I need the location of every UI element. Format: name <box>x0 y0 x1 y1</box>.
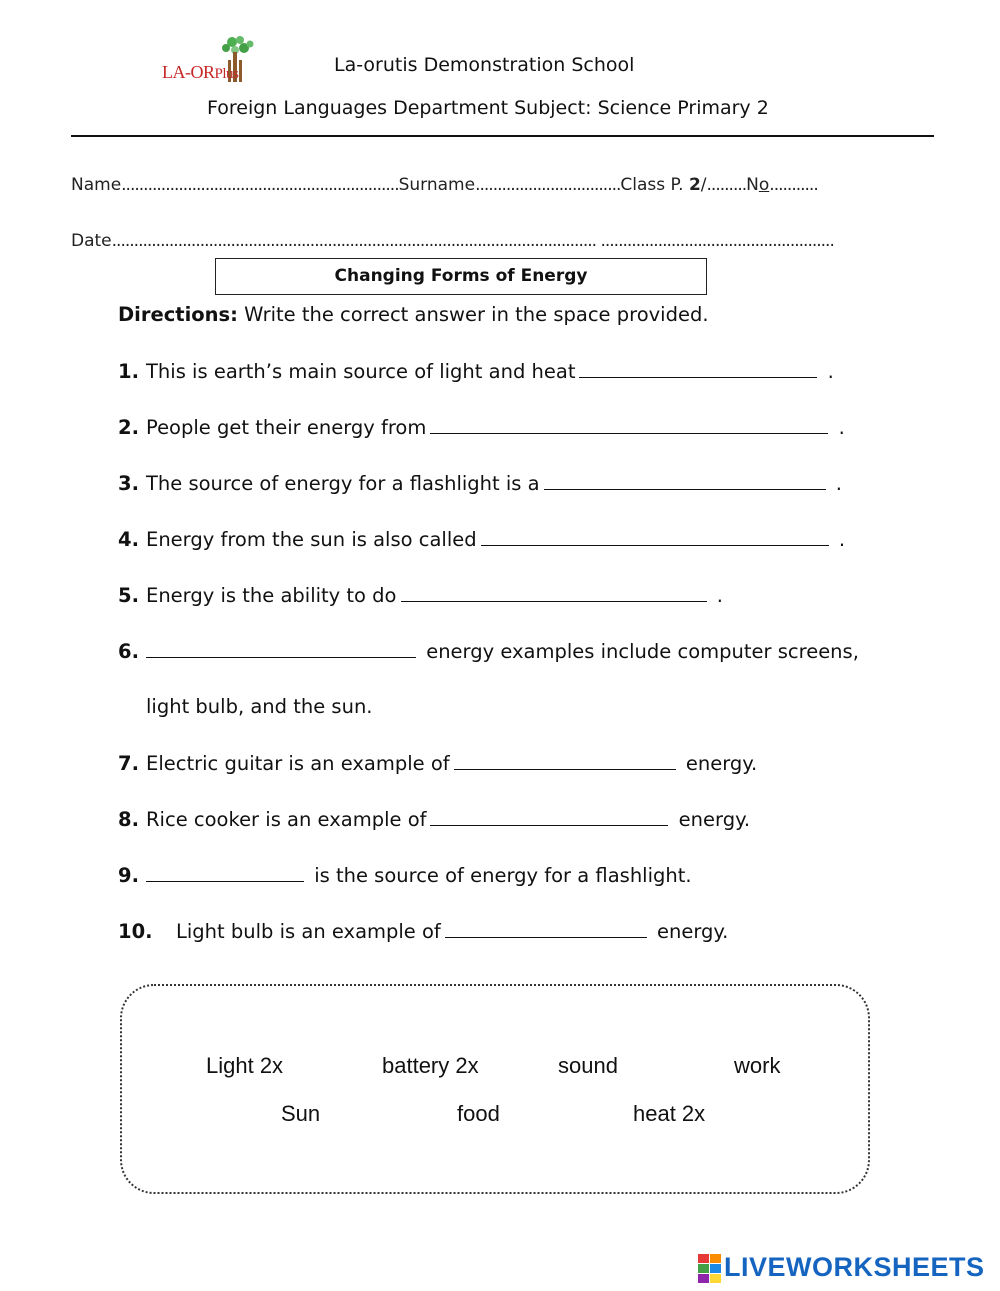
question-text: Energy is the ability to do <box>146 584 397 607</box>
name-label: Name <box>71 175 122 195</box>
answer-blank[interactable] <box>445 919 647 938</box>
question-number: 2. <box>118 416 139 439</box>
question-10 <box>118 919 728 943</box>
question-6 <box>118 639 859 663</box>
question-number: 8. <box>118 808 139 831</box>
worksheet-title: Changing Forms of Energy <box>334 266 588 286</box>
surname-field[interactable]: ................................. <box>475 175 621 195</box>
class-label: Class P. <box>620 175 689 195</box>
answer-blank[interactable] <box>430 415 828 434</box>
question-text: Electric guitar is an example of <box>146 752 450 775</box>
liveworksheets-brand: LIVEWORKSHEETS <box>724 1252 985 1282</box>
question-text: This is earth’s main source of light and heat <box>146 360 576 383</box>
question-end: . <box>832 416 845 439</box>
question-text: Light bulb is an example of <box>176 920 441 943</box>
date-label: Date <box>71 231 112 251</box>
question-8 <box>118 807 750 831</box>
question-5 <box>118 583 723 607</box>
question-2 <box>118 415 845 439</box>
word-bank-item: sound <box>558 1053 618 1078</box>
question-4 <box>118 527 845 551</box>
question-number: 4. <box>118 528 139 551</box>
no-label: No <box>746 175 770 195</box>
answer-blank[interactable] <box>454 751 676 770</box>
question-number: 7. <box>118 752 139 775</box>
word-bank-item: Sun <box>281 1101 321 1126</box>
question-text: The source of energy for a flashlight is a <box>146 472 540 495</box>
answer-blank[interactable] <box>146 863 304 882</box>
question-number: 10. <box>118 920 153 943</box>
question-number: 6. <box>118 640 139 663</box>
class-field[interactable]: ......... <box>706 175 747 195</box>
question-text: Rice cooker is an example of <box>146 808 427 831</box>
school-name: La-orutis Demonstration School <box>334 54 635 76</box>
title-box <box>215 258 707 295</box>
question-number: 3. <box>118 472 139 495</box>
question-text: energy examples include computer screens, <box>420 640 859 663</box>
word-bank-item: heat 2x <box>633 1101 706 1126</box>
word-bank-item: food <box>457 1101 500 1126</box>
answer-blank[interactable] <box>481 527 829 546</box>
name-field[interactable]: ............................................................... <box>121 175 399 195</box>
question-text: is the source of energy for a flashlight. <box>308 864 692 887</box>
question-end: . <box>710 584 723 607</box>
logo-text: LA-ORPlus <box>162 62 239 82</box>
class-value: 2 <box>688 175 701 195</box>
school-logo <box>162 34 288 86</box>
question-end: energy. <box>672 808 751 831</box>
question-6-continued: light bulb, and the sun. <box>146 695 373 718</box>
date-field[interactable]: .............................................................................................................. ..................................................... <box>111 231 834 251</box>
word-bank-item: work <box>734 1053 781 1078</box>
department-line: Foreign Languages Department Subject: Science Primary 2 <box>207 97 769 119</box>
question-text: Energy from the sun is also called <box>146 528 477 551</box>
date-line <box>71 231 834 251</box>
surname-label: Surname <box>398 175 476 195</box>
answer-blank[interactable] <box>401 583 707 602</box>
question-end: . <box>829 472 843 495</box>
no-field[interactable]: ........... <box>769 175 818 195</box>
answer-blank[interactable] <box>544 471 826 490</box>
question-3 <box>118 471 842 495</box>
answer-blank[interactable] <box>430 807 668 826</box>
question-end: . <box>821 360 834 383</box>
header-divider <box>71 135 934 137</box>
question-number: 9. <box>118 864 139 887</box>
directions-text: Write the correct answer in the space provided. <box>237 303 709 326</box>
question-1 <box>118 359 834 383</box>
question-7 <box>118 751 757 775</box>
name-line: Name...............................................................Surname.................................Class P. 2/.........No........... <box>71 175 818 195</box>
question-end: . <box>832 528 846 551</box>
liveworksheets-icon <box>698 1254 722 1286</box>
word-bank-item: Light 2x <box>206 1053 284 1078</box>
directions <box>118 303 709 326</box>
question-text: People get their energy from <box>146 416 427 439</box>
word-bank <box>120 984 870 1194</box>
word-bank-item: battery 2x <box>382 1053 479 1078</box>
answer-blank[interactable] <box>579 359 817 378</box>
question-number: 5. <box>118 584 139 607</box>
directions-label: Directions: <box>118 303 238 326</box>
question-end: energy. <box>650 920 729 943</box>
question-number: 1. <box>118 360 139 383</box>
question-9 <box>118 863 692 887</box>
question-end: energy. <box>679 752 758 775</box>
answer-blank[interactable] <box>146 639 416 658</box>
